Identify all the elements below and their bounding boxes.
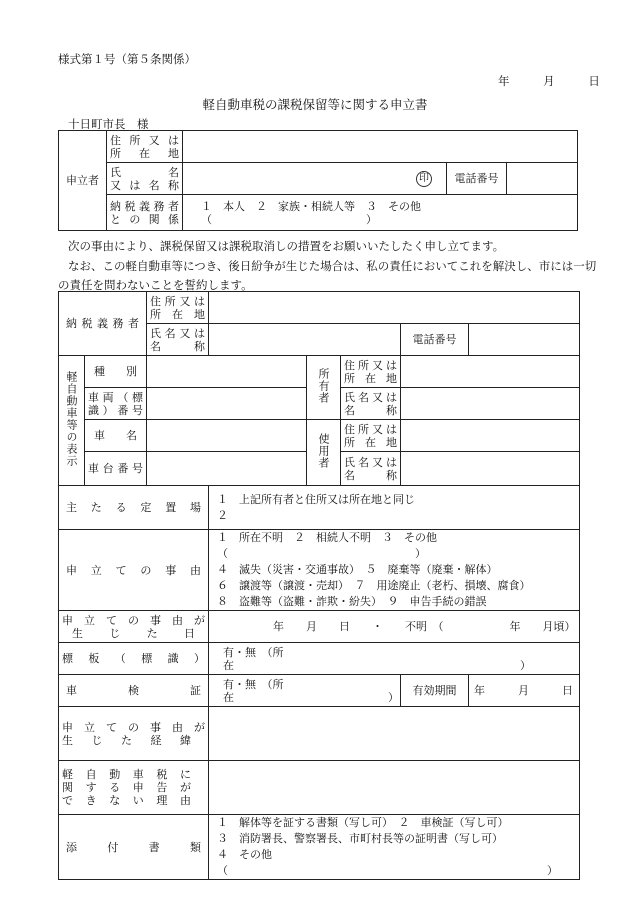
date-line bbox=[498, 73, 600, 89]
option-line: ６ 譲渡等（譲渡・売却） ７ 用途廃止（老朽、損壊、腐食） bbox=[217, 579, 531, 592]
applicant-section-label: 申立者 bbox=[59, 131, 107, 231]
label-text: 標板（標識） bbox=[62, 652, 205, 665]
details-table bbox=[58, 291, 580, 880]
reason-label bbox=[59, 530, 209, 611]
option-line: １ 所在不明 ２ 相続人不明 ３ その他（ ） bbox=[217, 531, 437, 560]
label-line: 名 称 bbox=[150, 339, 205, 353]
statement-line-2: なお、この軽自動車等につき、後日紛争が生じた場合は、私の責任においてこれを解決し、市には一切 bbox=[68, 259, 597, 273]
vehicle-display-label bbox=[59, 356, 85, 486]
label-line: 氏名又は bbox=[344, 455, 397, 469]
label-text: 添付書類 bbox=[66, 840, 201, 854]
addressee: 十日町市長 様 bbox=[68, 117, 149, 131]
vertical-label: 使用者 bbox=[317, 433, 330, 469]
location-label bbox=[59, 486, 209, 530]
label-text: 納税義務者 bbox=[66, 317, 139, 330]
attachments-label bbox=[59, 815, 209, 880]
attachments-options[interactable] bbox=[209, 815, 580, 880]
label-line: 申立ての事由が bbox=[62, 720, 205, 734]
user-name-field[interactable] bbox=[401, 452, 580, 486]
owner-address-field[interactable] bbox=[401, 356, 580, 388]
plate-status-label bbox=[59, 643, 209, 675]
occurred-date-field[interactable]: 年 月 日 ・ 不明 （ 年 月頃） bbox=[209, 611, 580, 643]
label-line: 車両（標 bbox=[88, 390, 143, 404]
owner-label bbox=[307, 356, 341, 420]
owner-name-label bbox=[341, 388, 401, 420]
label-line: 所在地 bbox=[344, 371, 397, 385]
car-name-field[interactable] bbox=[147, 420, 307, 452]
taxpayer-label bbox=[59, 292, 147, 356]
option-line: １ 上記所有者と住所又は所在地と同じ bbox=[217, 492, 415, 506]
occurred-date-label bbox=[59, 611, 209, 643]
cannot-report-label bbox=[59, 761, 209, 815]
option-line: ３ 消防署長、警察署長、市町村長等の証明書（写し可） bbox=[217, 832, 503, 845]
label-line: 氏名又は bbox=[150, 326, 205, 340]
taxpayer-name-field[interactable] bbox=[209, 324, 401, 356]
label-line: 所在地 bbox=[150, 307, 205, 321]
label-line: 名 称 bbox=[344, 403, 397, 417]
kind-label bbox=[85, 356, 147, 388]
date-month: 月 bbox=[543, 74, 555, 88]
taxpayer-phone-field[interactable] bbox=[469, 324, 580, 356]
cannot-report-field[interactable] bbox=[209, 761, 580, 815]
label-line: 住所又は bbox=[110, 133, 179, 147]
taxpayer-name-label bbox=[147, 324, 209, 356]
user-name-label bbox=[341, 452, 401, 486]
label-line: 所在地 bbox=[110, 146, 179, 160]
location-options[interactable] bbox=[209, 486, 580, 530]
applicant-address-field[interactable] bbox=[183, 131, 578, 163]
circumstances-field[interactable] bbox=[209, 707, 580, 761]
kind-field[interactable] bbox=[147, 356, 307, 388]
applicant-table bbox=[58, 130, 578, 231]
label-line: 住所又は bbox=[344, 422, 397, 436]
document-title: 軽自動車税の課税保留等に関する申立書 bbox=[202, 97, 428, 112]
taxpayer-phone-label: 電話番号 bbox=[401, 324, 469, 356]
statement-line-3: の責任を問わないことを誓約します。 bbox=[58, 278, 253, 292]
label-line: 住所又は bbox=[344, 358, 397, 372]
label-line: 名 称 bbox=[344, 468, 397, 482]
date-day: 日 bbox=[588, 74, 600, 88]
label-text: 主たる定置場 bbox=[66, 501, 201, 514]
option-line: １ 解体等を証する書類（写し可） ２ 車検証（写し可） bbox=[217, 816, 509, 829]
chassis-field[interactable] bbox=[147, 452, 307, 486]
applicant-phone-field[interactable] bbox=[507, 163, 578, 195]
label-text: 車名 bbox=[94, 429, 137, 442]
label-line: 住所又は bbox=[150, 294, 205, 308]
relation-options[interactable]: １ 本人 ２ 家族・相続人等 ３ その他（ ） bbox=[183, 195, 578, 231]
label-line: との関係 bbox=[110, 212, 179, 226]
option-line: ８ 盗難等（盗難・詐欺・紛失） ９ 申告手続の錯誤 bbox=[217, 595, 487, 608]
label-line: 申立ての事由が bbox=[62, 613, 205, 627]
chassis-label bbox=[85, 452, 147, 486]
relation-label bbox=[107, 195, 183, 231]
label-text: 申立ての事由 bbox=[66, 563, 201, 577]
taxpayer-address-label bbox=[147, 292, 209, 324]
plate-status-field[interactable]: 有・無 （所在 ） bbox=[209, 643, 580, 675]
label-line: 軽自動車税に bbox=[62, 768, 191, 781]
option-line: ４ その他（ ） bbox=[217, 848, 558, 877]
owner-name-field[interactable] bbox=[401, 388, 580, 420]
label-text: 車検証 bbox=[66, 684, 201, 697]
inspection-label bbox=[59, 675, 209, 707]
applicant-name-field[interactable] bbox=[183, 163, 447, 195]
applicant-address-label bbox=[107, 131, 183, 163]
reason-options[interactable] bbox=[209, 530, 580, 611]
vertical-label: 軽自動車等の表示 bbox=[65, 371, 78, 467]
label-line: 納税義務者 bbox=[110, 199, 179, 213]
label-line: できない理由 bbox=[62, 794, 191, 807]
circumstances-label bbox=[59, 707, 209, 761]
car-name-label bbox=[85, 420, 147, 452]
expiry-field[interactable]: 年 月 日 bbox=[469, 675, 580, 707]
label-line: 又は名称 bbox=[110, 178, 179, 192]
user-address-label bbox=[341, 420, 401, 452]
user-label bbox=[307, 420, 341, 486]
label-line: 識）番号 bbox=[88, 403, 143, 417]
seal-mark: 印 bbox=[416, 171, 432, 187]
inspection-field[interactable]: 有・無 （所在 ） bbox=[209, 675, 401, 707]
owner-address-label bbox=[341, 356, 401, 388]
statement-line-1: 次の事由により、課税保留又は課税取消しの措置をお願いいたしたく申し立てます。 bbox=[68, 239, 505, 253]
option-line: ２ bbox=[217, 508, 228, 522]
form-number: 様式第１号（第５条関係） bbox=[58, 52, 196, 66]
option-line: ４ 滅失（災害・交通事故） ５ 廃棄等（廃棄・解体） bbox=[217, 563, 498, 576]
vertical-label: 所有者 bbox=[317, 368, 330, 404]
label-line: 生じた日 bbox=[72, 626, 195, 640]
user-address-field[interactable] bbox=[401, 420, 580, 452]
applicant-phone-label: 電話番号 bbox=[447, 163, 507, 195]
label-line: 関する申告が bbox=[62, 781, 191, 794]
label-line: 生じた経緯 bbox=[62, 733, 191, 747]
taxpayer-address-field[interactable] bbox=[209, 292, 580, 324]
label-text: 車台番号 bbox=[88, 462, 143, 475]
plate-number-label bbox=[85, 388, 147, 420]
plate-number-field[interactable] bbox=[147, 388, 307, 420]
expiry-label: 有効期間 bbox=[401, 675, 469, 707]
date-year: 年 bbox=[498, 74, 510, 88]
applicant-name-label bbox=[107, 163, 183, 195]
label-line: 氏名又は bbox=[344, 390, 397, 404]
label-line: 氏名 bbox=[110, 165, 179, 179]
label-text: 種別 bbox=[94, 365, 137, 378]
label-line: 所在地 bbox=[344, 435, 397, 449]
